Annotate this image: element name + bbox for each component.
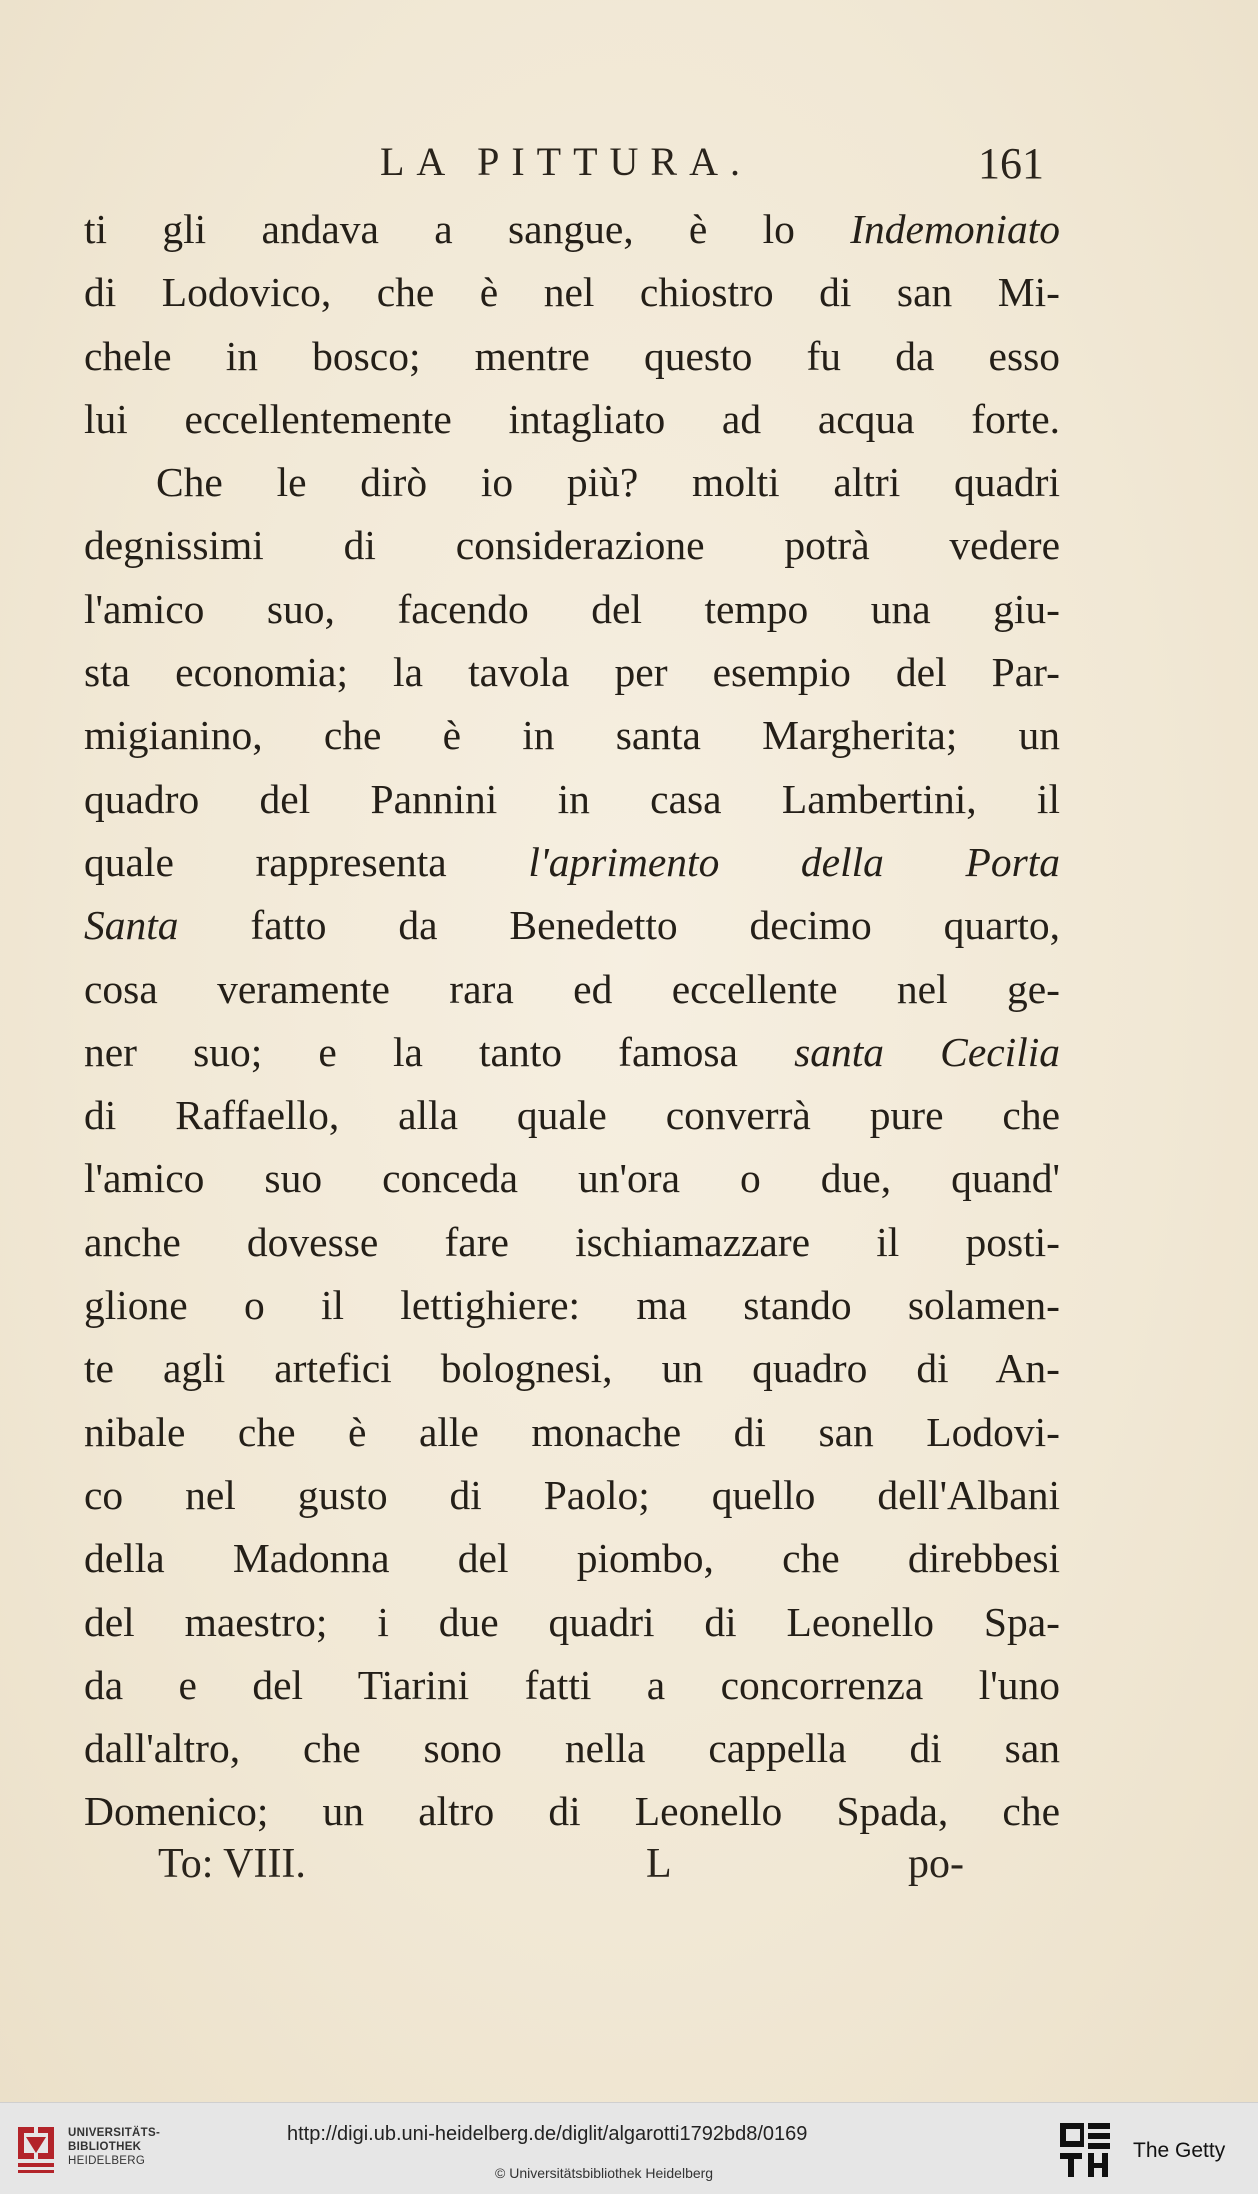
text-run: lui eccellentemente intagliato ad acqua forte.: [84, 395, 1060, 442]
signature-mark: L: [646, 1841, 672, 1887]
text-line: [84, 1591, 1060, 1654]
italic-phrase: l'aprimento della Porta: [528, 838, 1060, 885]
body-text: [84, 198, 1060, 1844]
page-number: 161: [978, 139, 1044, 188]
text-run: della Madonna del piombo, che direbbesi: [84, 1535, 1060, 1582]
text-run: l'amico suo, facendo del tempo una giu-: [84, 585, 1060, 632]
text-line: [84, 1211, 1060, 1274]
text-run: quadro del Pannini in casa Lambertini, il: [84, 775, 1060, 822]
text-run: glione o il lettighiere: ma stando solamen-: [84, 1282, 1060, 1329]
text-run: del maestro; i due quadri di Leonello Spa-: [84, 1598, 1060, 1645]
text-line: [84, 514, 1060, 577]
permalink-url[interactable]: http://digi.ub.uni-heidelberg.de/diglit/algarotti1792bd8/0169: [287, 2123, 808, 2145]
text-run: cosa veramente rara ed eccellente nel ge-: [84, 965, 1060, 1012]
text-run: dall'altro, che sono nella cappella di san: [84, 1725, 1060, 1772]
university-library-logo-icon[interactable]: [12, 2123, 60, 2177]
library-name: [68, 2126, 160, 2168]
text-run: ti gli andava a sangue, è lo: [84, 206, 851, 252]
italic-phrase: Indemoniato: [850, 206, 1060, 252]
text-line: [84, 831, 1060, 894]
text-run: degnissimi di considerazione potrà vedere: [84, 522, 1060, 569]
text-line: [84, 1084, 1060, 1147]
text-run: chele in bosco; mentre questo fu da esso: [84, 332, 1060, 379]
text-line: [84, 1401, 1060, 1464]
text-line: [84, 1717, 1060, 1780]
text-line: [84, 325, 1060, 388]
running-head: [0, 138, 1258, 198]
text-line: [84, 894, 1060, 957]
text-run: Che le dirò io più? molti altri quadri: [156, 459, 1060, 506]
italic-phrase: Santa: [84, 902, 179, 949]
text-run: te agli artefici bolognesi, un quadro di An-: [84, 1345, 1060, 1392]
text-run: l'amico suo conceda un'ora o due, quand': [84, 1155, 1060, 1202]
catchline: [0, 1840, 1258, 1900]
text-line: [84, 1021, 1060, 1084]
text-run: di Raffaello, alla quale converrà pure che: [84, 1092, 1060, 1139]
text-line: [84, 958, 1060, 1021]
library-name-line-2: BIBLIOTHEK: [68, 2141, 142, 2153]
text-line: [84, 1274, 1060, 1337]
text-run: ner suo; e la tanto famosa: [84, 1028, 795, 1075]
text-run: fatto da Benedetto decimo quarto,: [178, 902, 1060, 949]
text-line: [84, 451, 1060, 514]
getty-logo-icon[interactable]: [1058, 2121, 1112, 2179]
text-line: [84, 1464, 1060, 1527]
copyright-notice: © Universitätsbibliothek Heidelberg: [495, 2165, 714, 2181]
text-line: [84, 641, 1060, 704]
text-line: [84, 388, 1060, 451]
text-line: [84, 1147, 1060, 1210]
text-line: [84, 1780, 1060, 1843]
text-run: nibale che è alle monache di san Lodovi-: [84, 1408, 1060, 1455]
text-run: co nel gusto di Paolo; quello dell'Albani: [84, 1471, 1060, 1518]
text-run: anche dovesse fare ischiamazzare il posti-: [84, 1218, 1060, 1265]
volume-mark: To: VIII.: [158, 1841, 306, 1887]
text-run: di Lodovico, che è nel chiostro di san Mi-: [84, 269, 1060, 316]
text-line: [84, 768, 1060, 831]
getty-label: The Getty: [1133, 2139, 1226, 2162]
running-title: LA PITTURA.: [380, 139, 752, 184]
text-run: Domenico; un altro di Leonello Spada, che: [84, 1788, 1060, 1835]
text-run: sta economia; la tavola per esempio del Par-: [84, 649, 1060, 696]
text-line: [84, 1337, 1060, 1400]
text-run: migianino, che è in santa Margherita; un: [84, 712, 1060, 759]
text-line: [84, 261, 1060, 324]
text-line: [84, 198, 1060, 261]
text-line: [84, 704, 1060, 767]
text-run: da e del Tiarini fatti a concorrenza l'uno: [84, 1661, 1060, 1708]
catchword: po-: [908, 1841, 964, 1887]
library-name-line-1: UNIVERSITÄTS-: [68, 2127, 161, 2139]
text-run: quale rappresenta: [84, 838, 529, 885]
text-line: [84, 1527, 1060, 1590]
italic-phrase: santa Cecilia: [794, 1028, 1060, 1075]
viewer-footer: [0, 2102, 1258, 2194]
text-line: [84, 578, 1060, 641]
library-name-line-3: HEIDELBERG: [68, 2155, 146, 2167]
text-line: [84, 1654, 1060, 1717]
